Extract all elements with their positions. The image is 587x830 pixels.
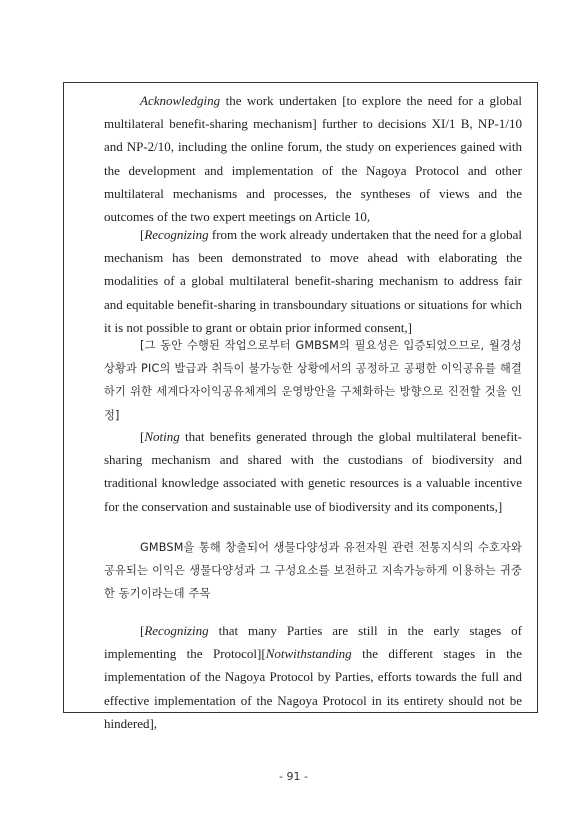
paragraph-acknowledging bbox=[104, 89, 522, 228]
emphasis-notwithstanding: Notwithstanding bbox=[265, 646, 352, 662]
paragraph-korean-noting: GMBSM을 통해 창출되어 생물다양성과 유전자원 관련 전통지식의 수호자와 공유되는 이익은 생물다양성과 그 구성요소를 보전하고 지속가능하게 이용하는 귀중한 동기이라는데 주목 bbox=[104, 541, 522, 601]
paragraph-noting bbox=[104, 425, 522, 518]
paragraph-text: the work undertaken [to explore the need for a global multilateral benefit-sharing mechanism] further to decisions XI/1 B, NP-1/10 and NP-2/10, including the online forum, the study on experiences gained with the development and implementation of the Nagoya Protocol and other multilateral mechanisms and processes, the syntheses of views and the outcomes of the two expert meetings on Article 10, bbox=[104, 93, 522, 225]
page-number: - 91 - bbox=[279, 770, 308, 783]
paragraph-text: the different stages in the implementation of the Nagoya Protocol by Parties, efforts towards the full and effective implementation of the Nagoya Protocol in its entirety should not be hindered], bbox=[104, 646, 522, 731]
paragraph-recognizing-mechanism bbox=[104, 223, 522, 339]
paragraph-text: from the work already undertaken that the need for a global mechanism has been demonstrated to move ahead with elaborating the modalities of a global multilateral benefit-sharing mechanism to address fair and equitable benefit-sharing in transboundary situations or situations for which it is not possible to grant or obtain prior informed consent,] bbox=[104, 227, 522, 335]
paragraph-korean-recognizing: [그 동안 수행된 작업으로부터 GMBSM의 필요성은 입증되었으므로, 월경성 상황과 PIC의 발급과 취득이 불가능한 상황에서의 공정하고 공평한 이익공유를 해결하기 위한 세계다자이익공유체계의 운영방안을 구체화하는 방향으로 진전할 것을 인정] bbox=[104, 339, 522, 422]
bracket-open: [ bbox=[140, 227, 145, 242]
emphasis-recognizing: Recognizing bbox=[144, 227, 209, 242]
emphasis-noting: Noting bbox=[144, 429, 180, 444]
text-box-frame bbox=[63, 82, 538, 731]
paragraph-text: that many Parties are still in the early stages of implementing the Protocol][ bbox=[104, 623, 522, 662]
paragraph-recognizing-parties bbox=[104, 619, 522, 735]
emphasis-acknowledging: Acknowledging bbox=[140, 93, 221, 108]
bracket-open: [ bbox=[140, 623, 145, 638]
bracket-open: [ bbox=[140, 429, 145, 444]
emphasis-recognizing: Recognizing bbox=[144, 623, 209, 638]
paragraph-text: that benefits generated through the global multilateral benefit-sharing mechanism and shared with the custodians of biodiversity and traditional knowledge associated with genetic resources is a valuable incentive for the conservation and sustainable use of biodiversity and its components,] bbox=[104, 429, 522, 514]
